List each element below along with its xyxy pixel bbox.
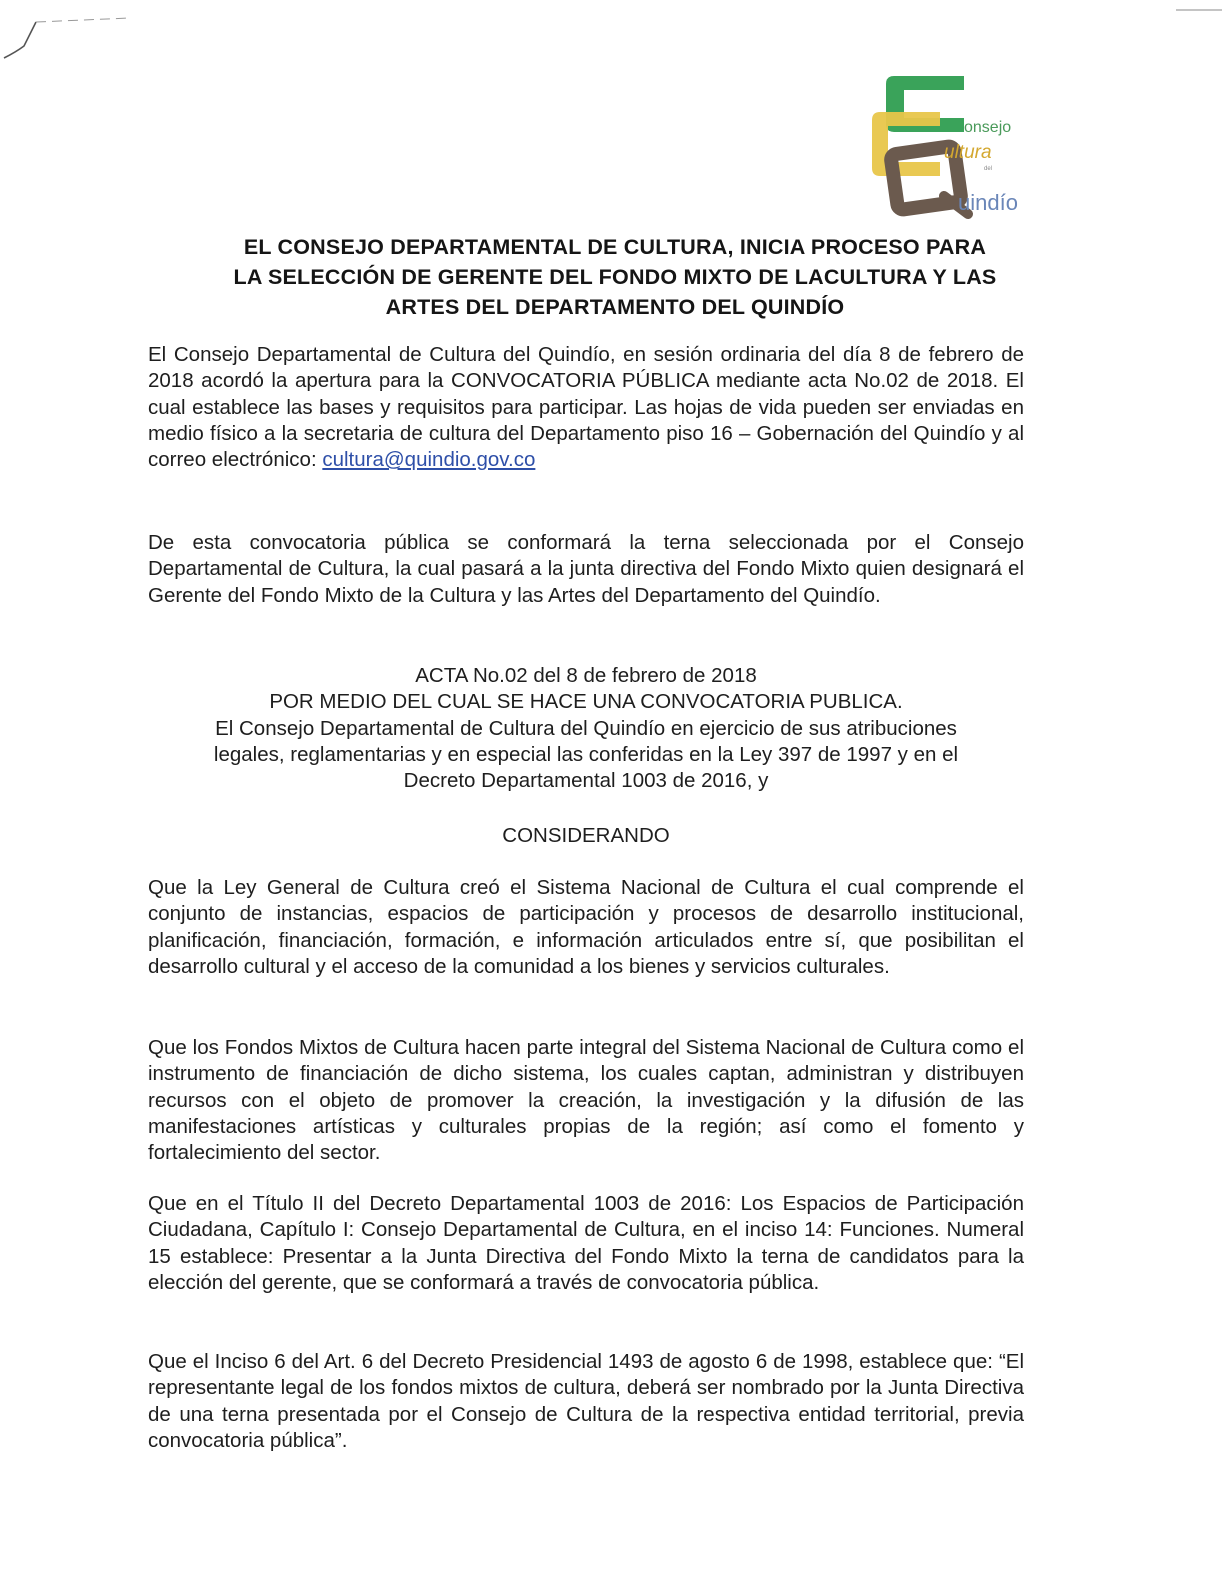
paragraph-intro (148, 342, 1024, 473)
scan-artifact-mark (0, 8, 140, 68)
title-line-1: EL CONSEJO DEPARTAMENTAL DE CULTURA, INICIA PROCESO PARA (243, 235, 987, 259)
title-line-2: LA SELECCIÓN DE GERENTE DEL FONDO MIXTO DE LACULTURA Y LAS (233, 265, 997, 289)
paragraph-ley-general: Que la Ley General de Cultura creó el Sistema Nacional de Cultura el cual comprende el conjunto de instancias, espacios de participación y procesos de desarrollo institucional, planificación, financiación, formación, e información articulados entre sí, que posibilitan el desarrollo cultural y el acceso de la comunidad a los bienes y servicios culturales. (148, 876, 1024, 978)
email-link[interactable]: cultura@quindio.gov.co (322, 448, 536, 472)
logo-text-del: del (984, 166, 993, 172)
considerando-heading: CONSIDERANDO (502, 824, 670, 847)
acta-line-3: El Consejo Departamental de Cultura del Quindío en ejercicio de sus atribuciones (215, 716, 957, 740)
acta-block (148, 663, 1024, 794)
scan-artifact-corner (1174, 0, 1224, 20)
logo-text-quindio: uindío (958, 190, 1018, 215)
paragraph-titulo-ii: Que en el Título II del Decreto Departamental 1003 de 2016: Los Espacios de Participación Ciudadana, Capítulo I: Consejo Departamental de Cultura, en el inciso 14: Funciones. Numeral 15 establece: Presentar a la Junta Directiva del Fondo Mixto la terna de candidatos para la elección del gerente, que se conformará a través de convocatoria pública. (148, 1192, 1024, 1294)
acta-line-2: POR MEDIO DEL CUAL SE HACE UNA CONVOCATORIA PUBLICA. (269, 690, 903, 714)
paragraph-fondos-mixtos: Que los Fondos Mixtos de Cultura hacen parte integral del Sistema Nacional de Cultura como el instrumento de financiación de dicho sistema, los cuales captan, administran y distribuyen recursos con el objeto de promover la creación, la investigación y la difusión de las manifestaciones artísticas y culturales propias de la región; así como el fomento y fortalecimiento del sector. (148, 1036, 1024, 1165)
acta-line-4: legales, reglamentarias y en especial las conferidas en la Ley 397 de 1997 y en el (213, 742, 959, 766)
title-line-3: ARTES DEL DEPARTAMENTO DEL QUINDÍO (385, 295, 845, 319)
document-title (150, 232, 1080, 322)
paragraph-decreto-presidencial: Que el Inciso 6 del Art. 6 del Decreto Presidencial 1493 de agosto 6 de 1998, establece que: “El representante legal de los fondos mixtos de cultura, deberá ser nombrado por la Junta Directiva de una terna presentada por el Consejo de Cultura de la respectiva entidad territorial, previa convocatoria pública”. (148, 1350, 1024, 1452)
acta-line-5: Decreto Departamental 1003 de 2016, y (403, 769, 769, 793)
paragraph-terna: De esta convocatoria pública se conformará la terna seleccionada por el Consejo Departamental de Cultura, la cual pasará a la junta directiva del Fondo Mixto quien designará el Gerente del Fondo Mixto de la Cultura y las Artes del Departamento del Quindío. (148, 531, 1024, 607)
consejo-cultura-quindio-logo (872, 70, 1047, 220)
logo-text-cultura: ultura (944, 142, 992, 163)
acta-line-1: ACTA No.02 del 8 de febrero de 2018 (415, 664, 757, 687)
logo-text-consejo: onsejo (964, 119, 1012, 136)
paragraph-intro-text: El Consejo Departamental de Cultura del Quindío, en sesión ordinaria del día 8 de febrero de 2018 acordó la apertura para la CONVOCATORIA PÚBLICA mediante acta No.02 de 2018. El cual establece las bases y requisitos para participar. Las hojas de vida pueden ser enviadas en medio físico a la secretaria de cultura del Departamento piso 16 – Gobernación del Quindío y al correo electrónico: (148, 343, 1024, 472)
